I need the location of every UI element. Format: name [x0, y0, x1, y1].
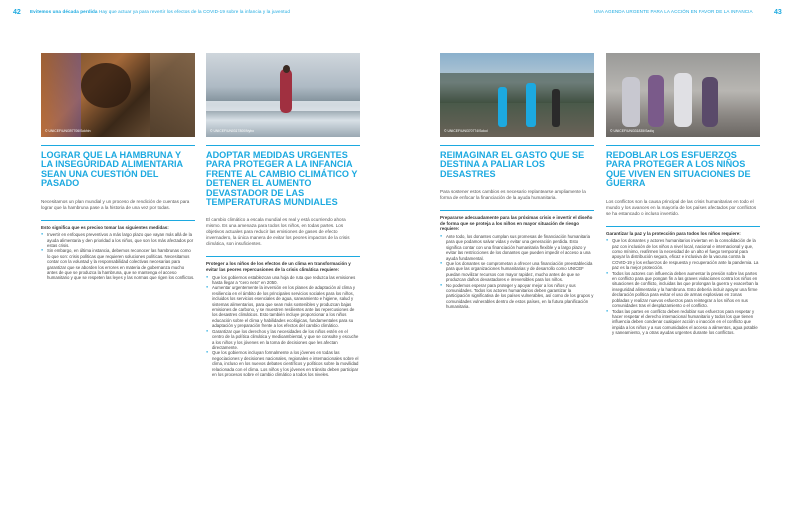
- divider: [41, 145, 195, 146]
- list-item: ● No podemos esperar para proteger y apoyar mejor a los niños y sus comunidades. Todos los actores humanitarios deben garantizar la participación significativa de los países vulnerables, así como de los grupos y comunidades vulnerables dentro de estos países, en la futura planificación humanitaria.: [440, 283, 594, 310]
- photo-girl-ice: [206, 53, 360, 137]
- lead-text: Prepararse adecuadamente para las próximas crisis e invertir el diseño de forma que se proteja a los niños en mayor situación de riesgo requiere:: [440, 215, 593, 232]
- list-item: ● Todos los actores con influencia deben aumentar la presión sobre las partes en conflicto para que pongan fin a las graves violaciones contra los niños en situaciones de conflicto, incluidas las que prolongan la guerra y exacerban la inseguridad alimentaria y la hambruna. Esto debería incluir apoyar una firme declaración política para evitar el uso de armas explosivas en zonas pobladas y realizar nuevos esfuerzos para reintegrar a los niños en sus comunidades tras el desplazamiento o el conflicto.: [606, 271, 760, 309]
- lead-text: Esto significa que es preciso tomar las siguientes medidas:: [41, 224, 169, 230]
- lead-text: Proteger a los niños de los efectos de un clima en transformación y evitar las peores repercusiones de la crisis climática requiere:: [206, 261, 351, 273]
- left-page-number: 42: [13, 9, 21, 16]
- intro-text: Los conflictos son la causa principal de las crisis humanitarias en todo el mundo y los avances en la mayoría de los países afectados por conflictos se ha estancado o incluso invertido.: [606, 198, 757, 216]
- running-header-left: [30, 9, 290, 14]
- column-hunger: [41, 53, 195, 281]
- section-title: ADOPTAR MEDIDAS URGENTES PARA PROTEGER A LA INFANCIA FRENTE AL CAMBIO CLIMÁTICO Y DETENER EL AUMENTO DEVASTADOR DE LAS TEMPERATURAS MUNDIALES: [206, 150, 358, 208]
- section-title: REDOBLAR LOS ESFUERZOS PARA PROTEGER A LOS NIÑOS QUE VIVEN EN SITUACIONES DE GUERRA: [606, 150, 751, 189]
- running-header-left-bold: Evitemos una década perdida: [30, 9, 98, 14]
- column-climate: [206, 53, 360, 377]
- bullet-list: [440, 234, 594, 310]
- intro-text: Necesitamos un plan mundial y un proceso de rendición de cuentas para lograr que la hambruna pase a la historia de una vez por todas.: [41, 198, 190, 210]
- list-item: ● Que los gobiernos establezcan una hoja de ruta que reduzca las emisiones hasta llegar a “cero neto” en 2050.: [206, 275, 360, 286]
- photo-mother-child: [41, 53, 195, 137]
- photo-credit: © UNICEF/UN0317800/Nybo: [210, 129, 254, 133]
- running-header-right: UNA AGENDA URGENTE PARA LA ACCIÓN EN FAVOR DE LA INFANCIA: [594, 9, 753, 14]
- section-title: REIMAGINAR EL GASTO QUE SE DESTINA A PALIAR LOS DESASTRES: [440, 150, 585, 179]
- photo-credit: © UNICEF/UNI397706/Sokhin: [45, 129, 91, 133]
- divider: [440, 210, 594, 211]
- divider: [206, 145, 360, 146]
- divider: [606, 226, 760, 227]
- divider: [440, 145, 594, 146]
- divider: [41, 220, 195, 221]
- bullet-list: [606, 238, 760, 335]
- bullet-list: [206, 275, 360, 378]
- section-title: LOGRAR QUE LA HAMBRUNA Y LA INSEGURIDAD ALIMENTARIA SEAN UNA CUESTIÓN DEL PASADO: [41, 150, 183, 189]
- intro-text: El cambio climático a escala mundial es real y está ocurriendo ahora mismo. Es una amenaza para todos los niños, en todas partes. Los objetivos actuales para reducir las emisiones de gases de efecto invernadero, la única manera de evitar los peores impactos de la crisis climática, son insuficientes.: [206, 217, 350, 247]
- divider: [206, 256, 360, 257]
- photo-credit: © UNICEF/UNI370774/Sokol: [444, 129, 488, 133]
- photo-children-walking: [606, 53, 760, 137]
- bullet-list: [41, 232, 195, 281]
- list-item: ● Aumentar urgentemente la inversión en los planes de adaptación al clima y resiliencia en el ámbito de los principales servicios sociales para los niños, incluidos los servicios esenciales de agua, saneamiento e higiene, salud y sistemas alimentarios, para que sean más sostenibles y produzcan bajas emisiones de carbono, y se muestren resilientes ante las repercusiones de los desastres climáticos. Esto también incluye proporcionar a los niños educación sobre el clima y habilidades ecológicas, fundamentales para su adaptación y preparación frente a los efectos del cambio climático.: [206, 285, 360, 328]
- photo-aid-workers: [440, 53, 594, 137]
- list-item: ● Garantizar que los derechos y las necesidades de los niños estén en el centro de la política climática y medioambiental, y que se consulte y escuche a los niños y los jóvenes en la toma de decisiones que les afectan directamente.: [206, 329, 360, 351]
- list-item: ● Que los gobiernos incluyan formalmente a los jóvenes en todas las negociaciones y decisiones nacionales, regionales e internacionales sobre el clima, incluso en los nuevos debates científicos y políticos sobre la movilidad relacionada con el clima. Los niños y los jóvenes en tránsito deben participar en los procesos sobre el cambio climático a todos los niveles.: [206, 350, 360, 377]
- intro-text: Para sostener estos cambios es necesario replantearse ampliamente la forma de enfocar la financiación de la ayuda humanitaria.: [440, 189, 586, 201]
- list-item: ● Todas las partes en conflicto deben redoblar sus esfuerzos para respetar y hacer respetar el derecho internacional humanitario y todos los que tienen influencia deben condenar cualquier acción o inacción en el conflicto que impida a los niños y a sus comunidades el acceso a alimentos, agua potable y saneamiento, y a otras ayudas urgentes durante los conflictos.: [606, 309, 760, 336]
- list-item: ● Sin embargo, en última instancia, debemos reconocer las hambrunas como lo que son: crisis políticas que requieren soluciones políticas. Necesitamos contar con la voluntad y la responsabilidad colectivas necesarias para garantizar que se aborden los errores en materia de gobernanza mucho antes de que se produzca la hambruna, que se mantenga el acceso humanitario y que se respeten las leyes y las normas que rigen los conflictos.: [41, 248, 195, 280]
- column-war: [606, 53, 760, 336]
- column-disasters: [440, 53, 594, 310]
- list-item: ● Invertir en enfoques preventivos a más largo plazo que vayan más allá de la ayuda alimentaria y den prioridad a los niños, que son los más afectados por estas crisis.: [41, 232, 195, 248]
- photo-credit: © UNICEF/UNI331835/Sadiq: [610, 129, 654, 133]
- divider: [606, 145, 760, 146]
- right-page-number: 43: [774, 9, 782, 16]
- list-item: ● Ante todo, los donantes cumplan sus promesas de financiación humanitaria para que podamos salvar vidas y evitar una generación perdida. Esto significa contar con una financiación humanitaria flexible y a largo plazo y evitar las restricciones de los donantes que pueden impedir el acceso a una ayuda fundamental.: [440, 234, 594, 261]
- list-item: ● Que los donantes se comprometan a ofrecer una financiación preestablecida para que las organizaciones humanitarias y de desarrollo como UNICEF puedan movilizar recursos con mayor rapidez, mucho antes de que se produzcan daños devastadores e irreversibles para los niños.: [440, 261, 594, 283]
- lead-text: Garantizar la paz y la protección para todos los niños requiere:: [606, 230, 741, 236]
- running-header-left-rest: Hay que actuar ya para revertir los efectos de la COVID-19 sobre la infancia y la juventud: [98, 9, 290, 14]
- list-item: ● Que los donantes y actores humanitarios inviertan en la consolidación de la paz con inclusión de los niños a nivel local, nacional e internacional y que, como mínimo, reafirmen la necesidad de un alto el fuego temporal para apoyar la distribución segura, eficaz e inclusiva de la vacuna contra la COVID-19 y los esfuerzos de respuesta y recuperación ante la pandemia. La paz es la mejor protección.: [606, 238, 760, 270]
